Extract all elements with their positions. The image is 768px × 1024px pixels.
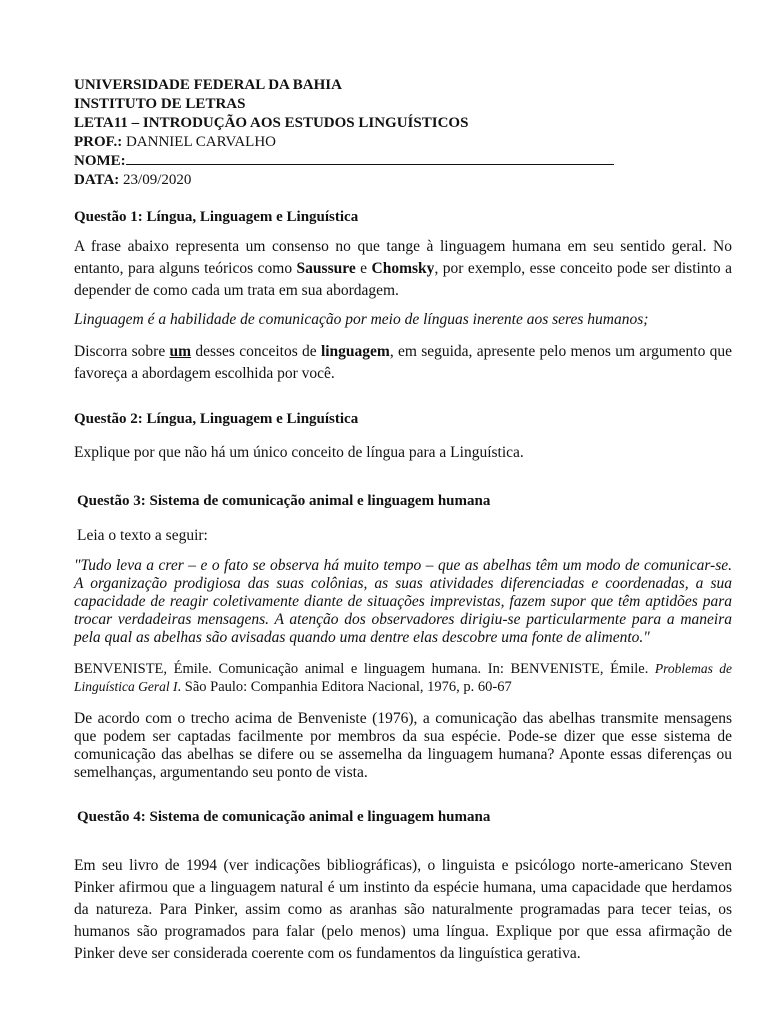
q3-ref-text-c: . São Paulo: Companhia Editora Nacional, 1976, p. 60-67 — [177, 679, 512, 695]
q1-p2-text-c: desses conceitos de — [191, 343, 321, 360]
q3-intro: Leia o texto a seguir: — [77, 527, 208, 544]
q1-p1-text-a: A frase abaixo representa um consenso no que tange à linguagem humana em seu sentido geral. No entanto, para alguns teóricos como — [74, 238, 732, 277]
q1-p1-saussure: Saussure — [296, 260, 356, 277]
name-blank-line — [126, 152, 614, 165]
q1-p1-text-e: , por exemplo, esse conceito pode ser distinto a depender de como cada um trata em sua abordagem. — [74, 260, 732, 299]
q3-ref-book-title: Problemas de Linguística Geral I — [74, 661, 732, 694]
prof-value: DANNIEL CARVALHO — [125, 134, 276, 150]
q1-p1-chomsky: Chomsky — [371, 260, 435, 277]
university-name: UNIVERSIDADE FEDERAL DA BAHIA — [74, 77, 342, 93]
q1-p2-text-a: Discorra sobre — [74, 343, 170, 360]
q4-paragraph-1: Em seu livro de 1994 (ver indicações bibliográficas), o linguista e psicólogo norte-americano Steven Pinker afirmou que a linguagem natural é um instinto da espécie humana, uma capacidade que herdamos da natureza. Para Pinker, assim como as aranhas são naturalmente programadas para tecer teias, os humanos são programados para falar (pelo menos) uma língua. Explique por que essa afirmação de Pinker deve ser considerada coerente com os fundamentos da linguística gerativa. — [74, 857, 732, 962]
course-name: LETA11 – INTRODUÇÃO AOS ESTUDOS LINGUÍSTICOS — [74, 115, 469, 131]
q1-title: Questão 1: Língua, Linguagem e Linguística — [74, 209, 359, 225]
q1-p2-linguagem: linguagem — [320, 343, 390, 360]
name-label: NOME: — [74, 153, 126, 169]
q2-title: Questão 2: Língua, Linguagem e Linguística — [74, 411, 359, 427]
date-value: 23/09/2020 — [123, 172, 192, 188]
q3-reference — [74, 660, 732, 696]
q4-title: Questão 4: Sistema de comunicação animal e linguagem humana — [77, 809, 491, 825]
date-label: DATA: — [74, 172, 120, 188]
document-header — [74, 76, 732, 190]
q3-title: Questão 3: Sistema de comunicação animal e linguagem humana — [77, 493, 491, 509]
q1-paragraph-1 — [74, 236, 732, 302]
q3-ref-text-a: BENVENISTE, Émile. Comunicação animal e linguagem humana. In: BENVENISTE, Émile. — [74, 661, 655, 677]
q3-paragraph-1: De acordo com o trecho acima de Benveniste (1976), a comunicação das abelhas transmite mensagens que podem ser captadas facilmente por membros da sua espécie. Pode-se dizer que esse sistema de comunicação das abelhas se difere ou se assemelha da linguagem humana? Aponte essas diferenças ou semelhanças, argumentando seu ponto de vista. — [74, 710, 732, 781]
institute-name: INSTITUTO DE LETRAS — [74, 96, 246, 112]
q1-p1-text-c: e — [355, 260, 372, 277]
q3-quote: "Tudo leva a crer – e o fato se observa há muito tempo – que as abelhas têm um modo de comunicar-se. A organização prodigiosa das suas colônias, as suas atividades diferenciadas e coordenadas, a sua capacidade de reagir coletivamente diante de situações imprevistas, fazem supor que têm aptidões para trocar verdadeiras mensagens. A atenção dos observadores dirigiu-se particularmente para a maneira pela qual as abelhas são avisadas quando uma dentre elas descobre uma fonte de alimento." — [74, 557, 732, 646]
q2-paragraph-1: Explique por que não há um único conceito de língua para a Linguística. — [74, 444, 524, 461]
q1-p2-um: um — [169, 343, 192, 360]
prof-label: PROF.: — [74, 134, 123, 150]
q1-quote: Linguagem é a habilidade de comunicação por meio de línguas inerente aos seres humanos; — [74, 311, 649, 328]
q1-paragraph-2 — [74, 341, 732, 385]
q1-p2-text-e: , em seguida, apresente pelo menos um argumento que favoreça a abordagem escolhida por você. — [74, 343, 732, 382]
